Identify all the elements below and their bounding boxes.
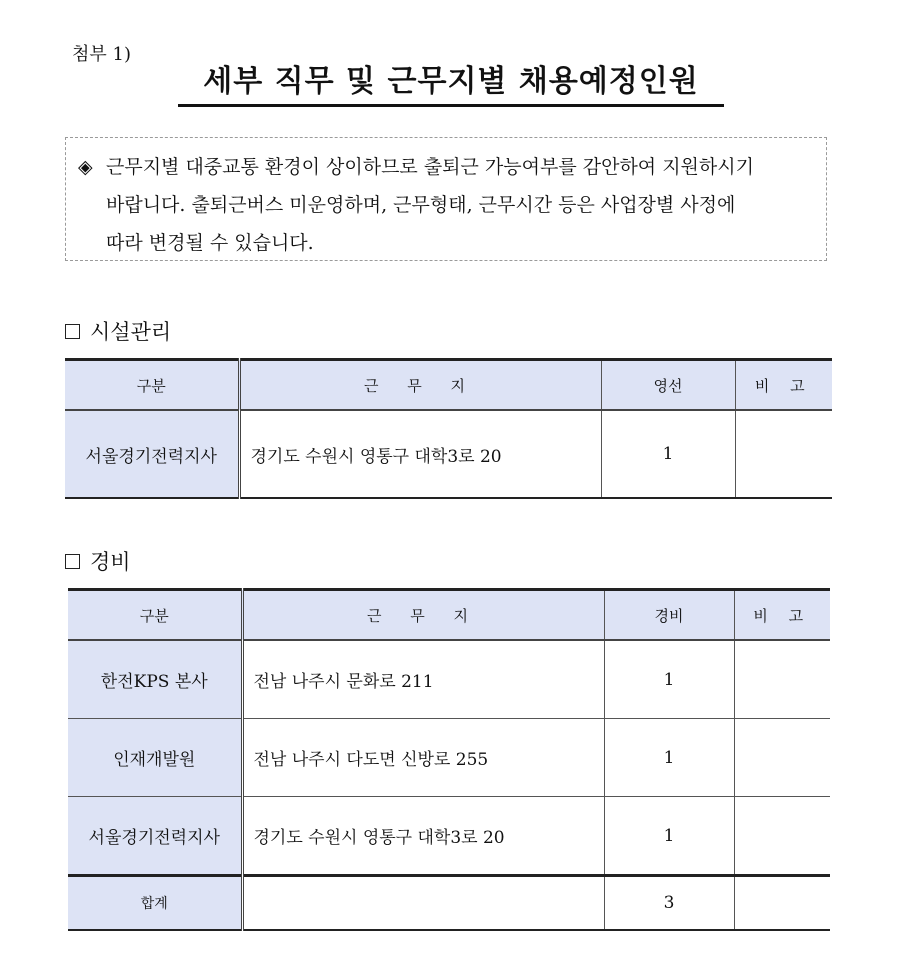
table-row <box>65 410 832 498</box>
total-location <box>242 876 604 931</box>
header-location: 근 무 지 <box>239 360 601 411</box>
row-location: 경기도 수원시 영통구 대학3로 20 <box>239 410 601 498</box>
row-location: 전남 나주시 문화로 211 <box>242 640 604 719</box>
section-title-facility: 시설관리 <box>90 320 172 344</box>
header-location: 근 무 지 <box>242 590 604 641</box>
attachment-label: 첨부 1) <box>72 44 131 65</box>
header-category: 구분 <box>65 360 239 411</box>
section-title-security: 경비 <box>90 550 131 574</box>
header-remarks: 비 고 <box>734 590 830 641</box>
table-header-row <box>65 360 832 411</box>
total-label: 합계 <box>68 876 242 931</box>
page-title: 세부 직무 및 근무지별 채용예정인원 <box>203 64 699 99</box>
row-label: 서울경기전력지사 <box>68 797 242 876</box>
row-note <box>734 640 830 719</box>
notice-box <box>65 137 827 261</box>
total-count: 3 <box>604 876 734 931</box>
row-note <box>734 797 830 876</box>
table-row <box>68 797 830 876</box>
notice-line-1 <box>78 148 814 186</box>
row-label: 서울경기전력지사 <box>65 410 239 498</box>
empty-square-icon <box>65 554 80 569</box>
empty-square-icon <box>65 324 80 339</box>
notice-text-2: 바랍니다. 출퇴근버스 미운영하며, 근무형태, 근무시간 등은 사업장별 사정에 <box>106 194 736 216</box>
page-title-block <box>178 62 724 107</box>
facility-table <box>65 358 832 499</box>
row-count: 1 <box>601 410 735 498</box>
row-count: 1 <box>604 719 734 797</box>
table-row <box>68 719 830 797</box>
row-label: 한전KPS 본사 <box>68 640 242 719</box>
row-label: 인재개발원 <box>68 719 242 797</box>
header-count: 경비 <box>604 590 734 641</box>
table-row <box>68 640 830 719</box>
header-remarks: 비 고 <box>735 360 832 411</box>
notice-text-1: 근무지별 대중교통 환경이 상이하므로 출퇴근 가능여부를 감안하여 지원하시기 <box>106 156 754 178</box>
table-header-row <box>68 590 830 641</box>
total-note <box>734 876 830 931</box>
row-count: 1 <box>604 640 734 719</box>
row-note <box>735 410 832 498</box>
header-count: 영선 <box>601 360 735 411</box>
row-location: 전남 나주시 다도면 신방로 255 <box>242 719 604 797</box>
notice-text-3: 따라 변경될 수 있습니다. <box>106 232 314 254</box>
section-heading-security <box>65 546 131 576</box>
row-location: 경기도 수원시 영통구 대학3로 20 <box>242 797 604 876</box>
row-note <box>734 719 830 797</box>
header-category: 구분 <box>68 590 242 641</box>
security-table <box>68 588 830 931</box>
diamond-bullet-icon: ◈ <box>78 156 93 178</box>
total-row <box>68 876 830 931</box>
title-underline <box>178 104 724 107</box>
row-count: 1 <box>604 797 734 876</box>
section-heading-facility <box>65 316 171 346</box>
